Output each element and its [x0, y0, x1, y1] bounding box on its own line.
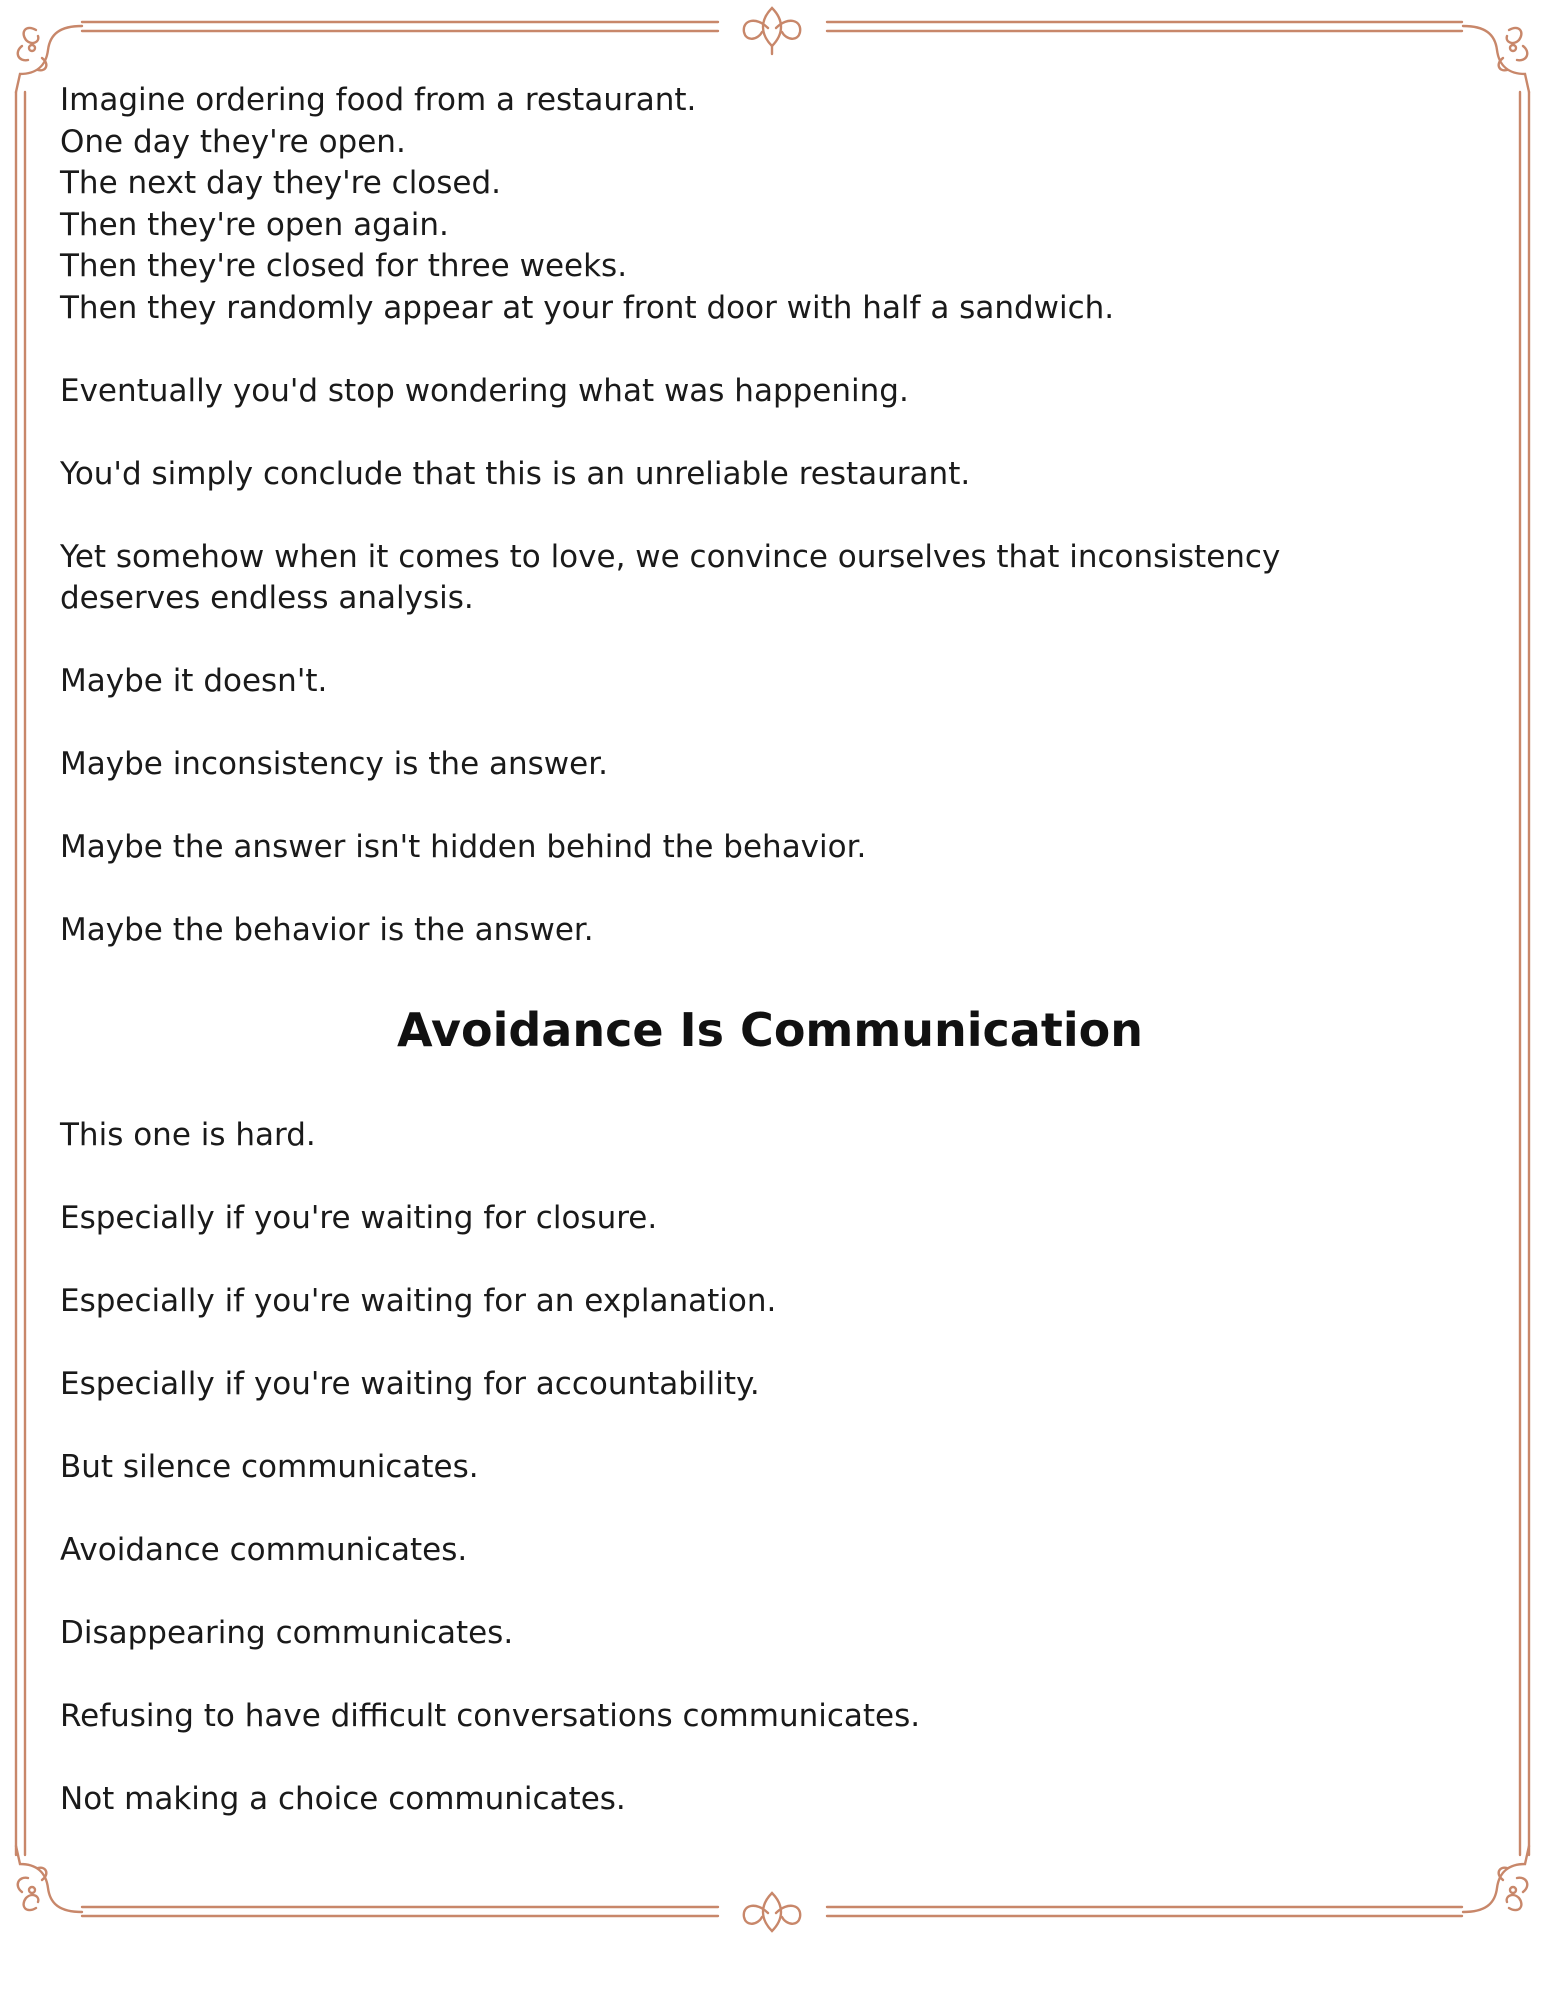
- intro-block: [60, 80, 1460, 329]
- intro-line: Then they randomly appear at your front door with half a sandwich.: [60, 289, 1115, 326]
- paragraph: Disappearing communicates.: [60, 1614, 514, 1651]
- paragraph: Refusing to have difficult conversations communicates.: [60, 1697, 921, 1734]
- paragraph: This one is hard.: [60, 1116, 316, 1153]
- paragraph: Eventually you'd stop wondering what was happening.: [60, 372, 909, 409]
- paragraph: But silence communicates.: [60, 1448, 479, 1485]
- intro-line: One day they're open.: [60, 123, 406, 160]
- paragraph: Maybe inconsistency is the answer.: [60, 746, 608, 782]
- paragraph: Especially if you're waiting for an explanation.: [60, 1282, 777, 1319]
- paragraph: Yet somehow when it comes to love, we convince ourselves that inconsistency deserves endless analysis.: [60, 538, 1281, 616]
- top-center-fleur-icon: [744, 8, 800, 54]
- paragraph: Maybe it doesn't.: [60, 663, 328, 699]
- paragraph: Especially if you're waiting for closure.: [60, 1199, 658, 1236]
- corner-ornament-bottom-right-icon: [1463, 1846, 1529, 1912]
- document-body: [60, 80, 1460, 1862]
- intro-line: Then they're closed for three weeks.: [60, 248, 628, 284]
- intro-line: The next day they're closed.: [60, 165, 502, 201]
- paragraph: Not making a choice communicates.: [60, 1780, 626, 1817]
- intro-line: Then they're open again.: [60, 206, 449, 243]
- corner-ornament-top-right-icon: [1463, 26, 1529, 92]
- paragraph: You'd simply conclude that this is an unreliable restaurant.: [60, 455, 971, 492]
- paragraph: Maybe the answer isn't hidden behind the behavior.: [60, 829, 867, 865]
- paragraph: Avoidance communicates.: [60, 1531, 468, 1568]
- bottom-center-fleur-icon: [744, 1893, 800, 1931]
- paragraph: Maybe the behavior is the answer.: [60, 912, 594, 948]
- section-heading: Avoidance Is Communication: [397, 1002, 1143, 1057]
- intro-line: Imagine ordering food from a restaurant.: [60, 82, 697, 118]
- paragraph: Especially if you're waiting for accountability.: [60, 1365, 760, 1402]
